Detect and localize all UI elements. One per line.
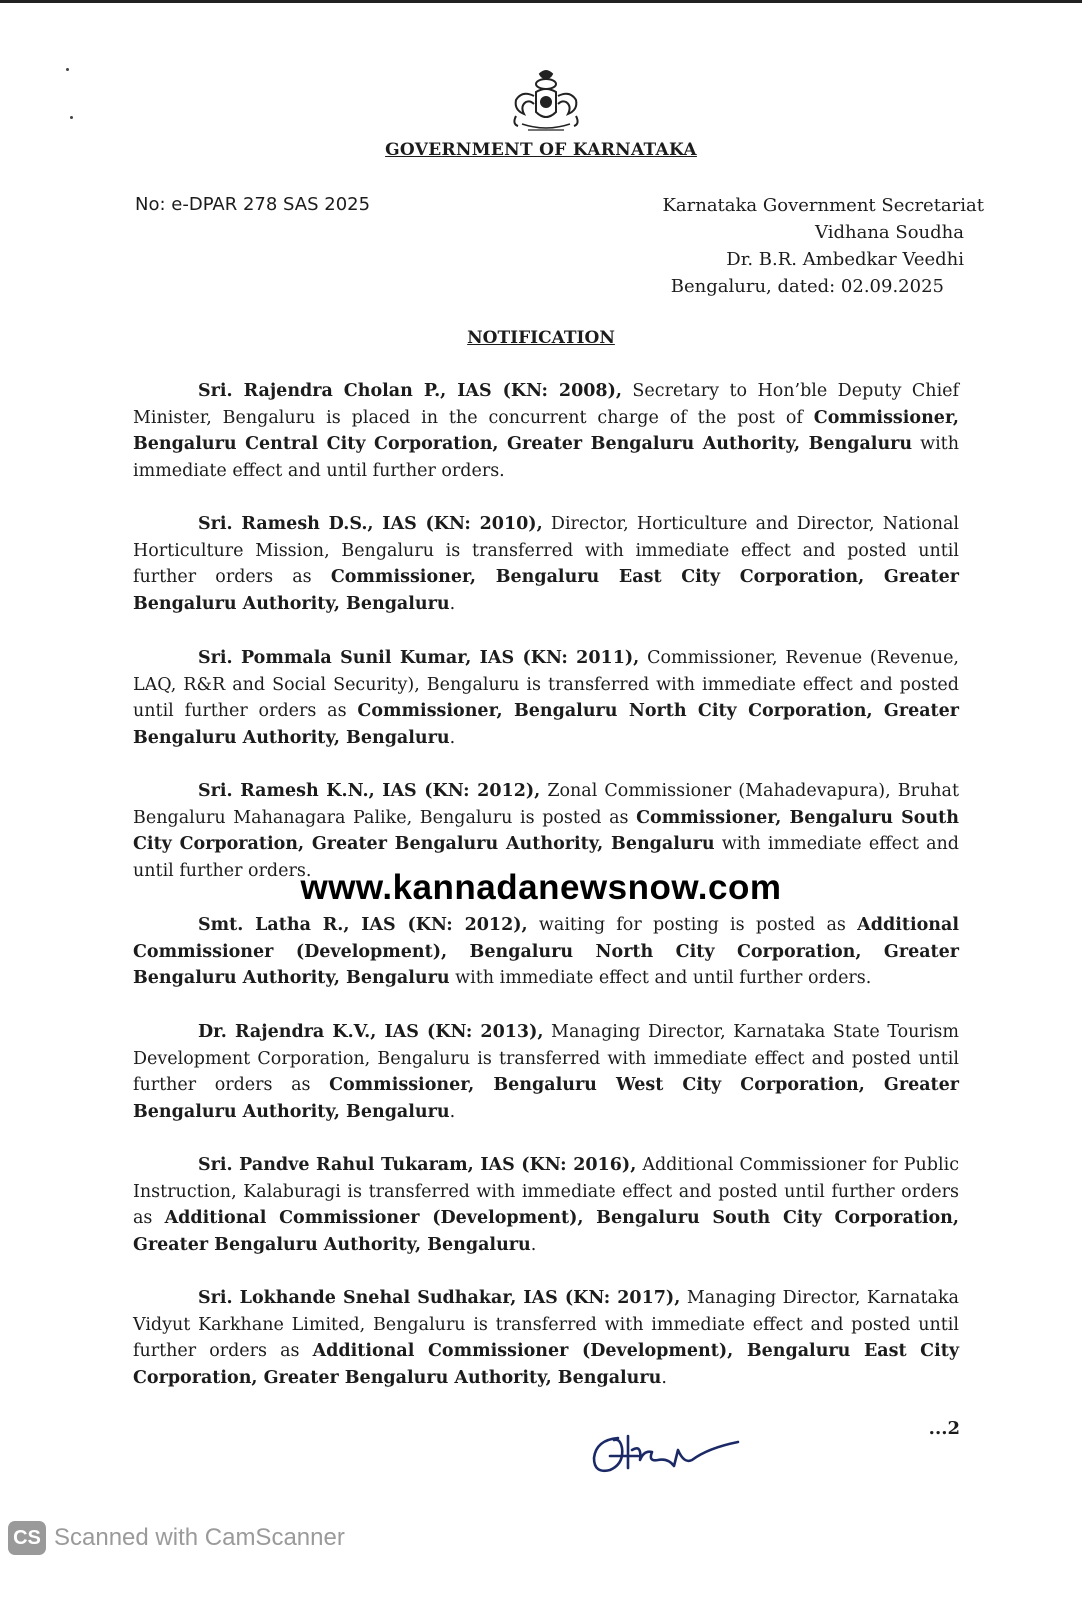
- posting-title: Additional Commissioner (Development), Bengaluru South City Corporation, Greater Bengaluru Authority, Bengaluru: [133, 1208, 959, 1255]
- reference-number: No: e-DPAR 278 SAS 2025: [135, 194, 371, 215]
- notification-paragraph: [133, 511, 959, 617]
- posting-title: Commissioner, Bengaluru South City Corporation, Greater Bengaluru Authority, Bengaluru: [133, 807, 959, 855]
- paragraph-text: Secretary to Hon’ble Deputy Chief Minister, Bengaluru is placed in the concurrent charge of the post of: [133, 381, 959, 428]
- notification-heading: NOTIFICATION: [467, 328, 615, 348]
- paragraph-text: with immediate effect and until further orders.: [449, 968, 872, 989]
- officer-name: Sri. Ramesh K.N., IAS (KN: 2012),: [198, 781, 541, 801]
- government-title: GOVERNMENT OF KARNATAKA: [385, 140, 697, 160]
- notification-paragraph: [133, 1019, 959, 1125]
- paragraph-text: Additional Commissioner for Public Instruction, Kalaburagi is transferred with immediate effect and posted until further orders as: [133, 1155, 959, 1229]
- paragraph-text: with immediate effect and until further orders.: [133, 834, 959, 881]
- paragraph-text: Managing Director, Karnataka State Tourism Development Corporation, Bengaluru is transferred with immediate effect and posted until further orders as: [133, 1022, 959, 1096]
- posting-title: Commissioner, Bengaluru North City Corporation, Greater Bengaluru Authority, Bengaluru: [133, 701, 959, 748]
- officer-name: Sri. Lokhande Snehal Sudhakar, IAS (KN: 2017),: [198, 1288, 681, 1308]
- paragraph-text: Commissioner, Revenue (Revenue, LAQ, R&R and Social Security), Bengaluru is transferred with immediate effect and posted until further orders as: [133, 648, 959, 722]
- paragraph-text: .: [661, 1367, 667, 1388]
- officer-name: Sri. Pommala Sunil Kumar, IAS (KN: 2011),: [198, 648, 640, 668]
- top-border-line: [0, 0, 1082, 3]
- paragraph-text: Director, Horticulture and Director, National Horticulture Mission, Bengaluru is transferred with immediate effect and posted until further orders as: [133, 514, 959, 588]
- officer-service-id: , IAS (KN: 2016),: [467, 1155, 637, 1175]
- posting-title: Commissioner, Bengaluru West City Corporation, Greater Bengaluru Authority, Bengaluru: [133, 1075, 959, 1122]
- camscanner-label: Scanned with CamScanner: [54, 1524, 345, 1551]
- page-continuation: ...2: [928, 1418, 960, 1439]
- scan-speck: [70, 116, 73, 119]
- paragraph-text: Managing Director, Karnataka Vidyut Karkhane Limited, Bengaluru is transferred with immediate effect and posted until further orders as: [133, 1288, 959, 1362]
- website-watermark: www.kannadanewsnow.com: [300, 868, 782, 907]
- notification-paragraph: [133, 645, 959, 751]
- posting-title: Commissioner, Bengaluru East City Corporation, Greater Bengaluru Authority, Bengaluru: [133, 567, 959, 614]
- address-date-line: Bengaluru, dated: 02.09.2025: [670, 276, 944, 297]
- office-address: [662, 192, 984, 300]
- address-line: Vidhana Soudha: [815, 222, 964, 243]
- camscanner-logo-icon: CS: [8, 1521, 46, 1555]
- officer-name: Dr. Rajendra K.V., IAS (KN: 2013),: [198, 1022, 544, 1042]
- posting-title: Commissioner, Bengaluru Central City Corporation, Greater Bengaluru Authority, Bengaluru: [133, 407, 959, 455]
- address-line: Karnataka Government Secretariat: [662, 195, 984, 216]
- officer-name: Sri. Pandve Rahul Tukaram: [198, 1155, 468, 1175]
- notification-paragraph: [133, 912, 959, 992]
- camscanner-footer: [8, 1518, 345, 1558]
- officer-name: Sri. Ramesh D.S., IAS (KN: 2010),: [198, 514, 543, 534]
- notification-paragraph: [133, 1152, 959, 1258]
- handwritten-signature: [588, 1420, 758, 1484]
- officer-name: Sri. Rajendra Cholan P., IAS (KN: 2008),: [198, 381, 622, 401]
- notification-paragraph: [133, 378, 959, 484]
- paragraph-text: .: [530, 1234, 537, 1255]
- paragraph-text: .: [449, 593, 456, 614]
- paragraph-text: .: [449, 727, 456, 748]
- scan-speck: [66, 68, 69, 71]
- posting-title: Additional Commissioner (Development), Bengaluru East City Corporation, Greater Bengaluru Authority, Bengaluru: [133, 1341, 959, 1388]
- officer-name: Smt. Latha R., IAS (KN: 2012),: [198, 915, 528, 935]
- posting-title: Additional Commissioner (Development), Bengaluru North City Corporation, Greater Bengaluru Authority, Bengaluru: [133, 915, 959, 989]
- paragraph-text: .: [449, 1101, 456, 1122]
- address-line: Dr. B.R. Ambedkar Veedhi: [726, 249, 964, 270]
- karnataka-emblem-icon: [506, 66, 586, 138]
- notification-paragraph: [133, 1285, 959, 1391]
- paragraph-text: with immediate effect and until further orders.: [133, 434, 959, 481]
- paragraph-text: waiting for posting is posted as: [527, 915, 858, 935]
- paragraph-text: Zonal Commissioner (Mahadevapura), Bruhat Bengaluru Mahanagara Palike, Bengaluru is posted as: [133, 781, 959, 828]
